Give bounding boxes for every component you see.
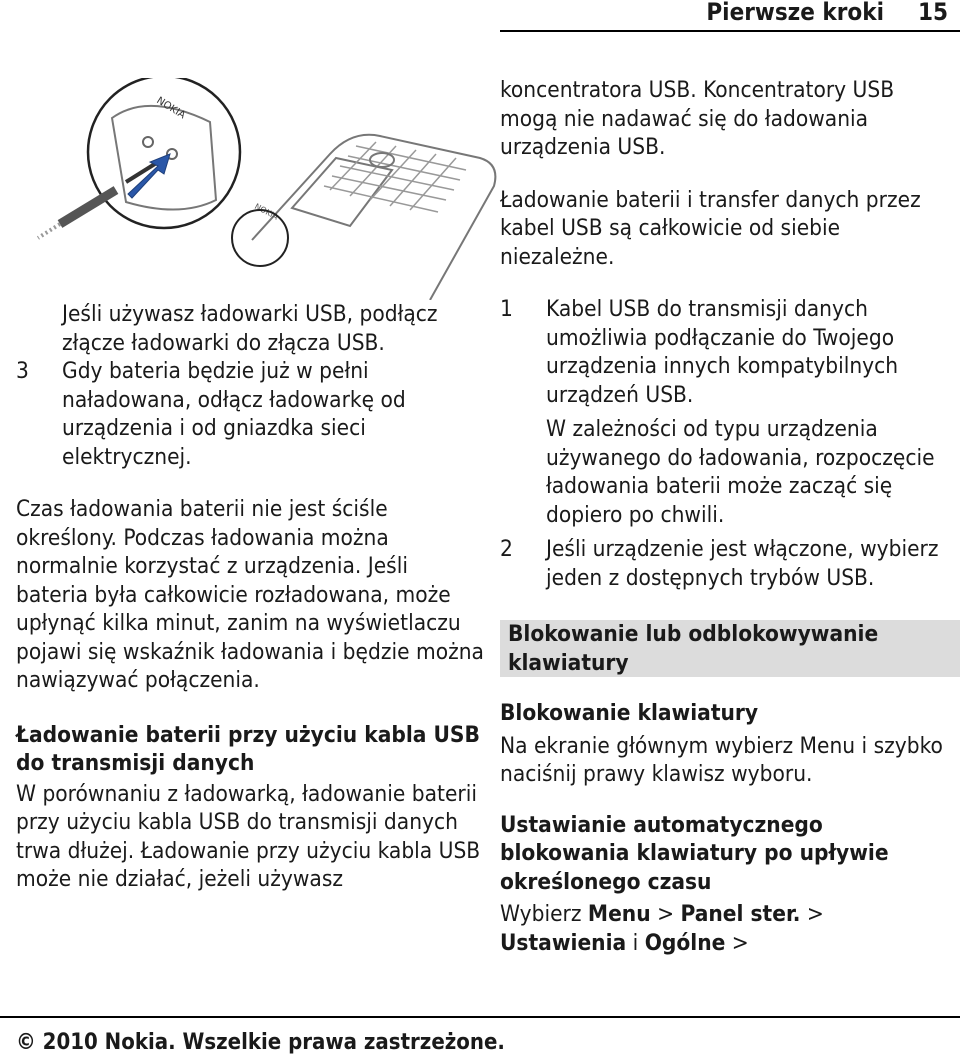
- list-item-2: [500, 535, 950, 592]
- list-item-continued: Jeśli używasz ładowarki USB, podłącz złącze ładowarki do złącza USB.: [62, 301, 438, 356]
- list-text: Gdy bateria będzie już w pełni naładowana, odłącz ładowarkę od urządzenia i od gniazdka sieci elektrycznej.: [62, 358, 406, 470]
- phone-keypad: [324, 142, 466, 212]
- header-rule: [500, 30, 960, 32]
- connector-highlight-circle: [232, 210, 288, 266]
- list-number: 1: [500, 296, 513, 322]
- list-text: Kabel USB do transmisji danych umożliwia podłączanie do Twojego urządzenia innych kompatybilnych urządzeń USB.: [546, 296, 899, 408]
- right-column: [500, 76, 950, 957]
- phone-logo-small: NOKIA: [253, 201, 280, 222]
- list-item-3: [16, 357, 486, 471]
- copyright: © 2010 Nokia. Wszelkie prawa zastrzeżone.: [16, 1030, 505, 1055]
- menu-path-general: Ogólne: [644, 929, 726, 956]
- paragraph-charging-time: Czas ładowania baterii nie jest ściśle określony. Podczas ładowania można normalnie korzystać z urządzenia. Jeśli bateria była całkowicie rozładowana, może upłynąć kilka minut, zanim na wyświetlaczu pojawi się wskaźnik ładowania i będzie można nawiązywać połączenia.: [16, 496, 484, 693]
- heading-keypad-lock: Blokowanie klawiatury: [500, 700, 759, 726]
- path-separator: >: [650, 901, 681, 927]
- phone-logo-large: NOKIA: [154, 95, 188, 122]
- menu-path-panel: Panel ster.: [680, 901, 801, 927]
- paragraph-keypad-lock: Na ekranie głównym wybierz Menu i szybko naciśnij prawy klawisz wyboru.: [500, 732, 943, 787]
- section-heading-keypad-lock: Blokowanie lub odblokowywanie klawiatury: [500, 620, 960, 677]
- heading-auto-lock: Ustawianie automatycznego blokowania klawiatury po upływie określonego czasu: [500, 811, 889, 895]
- section-title: Pierwsze kroki: [706, 0, 884, 26]
- page-number: 15: [917, 0, 948, 26]
- list-text: Jeśli urządzenie jest włączone, wybierz jeden z dostępnych trybów USB.: [546, 536, 939, 591]
- footer-rule: [0, 1016, 960, 1018]
- paragraph-independent: Ładowanie baterii i transfer danych przez kabel USB są całkowicie od siebie niezależne.: [500, 186, 921, 270]
- list-item-1-note: W zależności od typu urządzenia używanego do ładowania, rozpoczęcie ładowania baterii może zacząć się dopiero po chwili.: [546, 416, 935, 528]
- path-conjunction: i: [626, 929, 645, 956]
- usb-charging-illustration: [30, 78, 500, 300]
- paragraph-hub: koncentratora USB. Koncentratory USB mogą nie nadawać się do ładowania urządzenia USB.: [500, 77, 895, 160]
- paragraph-auto-lock-path: [500, 900, 950, 957]
- list-number: 3: [16, 358, 29, 384]
- list-item-1: [500, 295, 950, 409]
- phone-navi-key: [370, 153, 394, 167]
- heading-usb-charging: Ładowanie baterii przy użyciu kabla USB do transmisji danych: [16, 721, 480, 776]
- path-separator: >: [725, 929, 749, 956]
- menu-path-settings: Ustawienia: [500, 929, 627, 956]
- path-separator: >: [800, 901, 824, 927]
- paragraph-usb-charging: W porównaniu z ładowarką, ładowanie baterii przy użyciu kabla USB do transmisji danych trwa dłużej. Ładowanie przy użyciu kabla USB może nie działać, jeżeli używasz: [16, 780, 481, 892]
- path-prefix: Wybierz: [500, 901, 582, 927]
- menu-path-menu: Menu: [587, 901, 651, 927]
- left-column: [16, 300, 486, 894]
- list-number: 2: [500, 536, 513, 562]
- phone-body: [252, 135, 495, 300]
- magnified-view: [88, 78, 240, 228]
